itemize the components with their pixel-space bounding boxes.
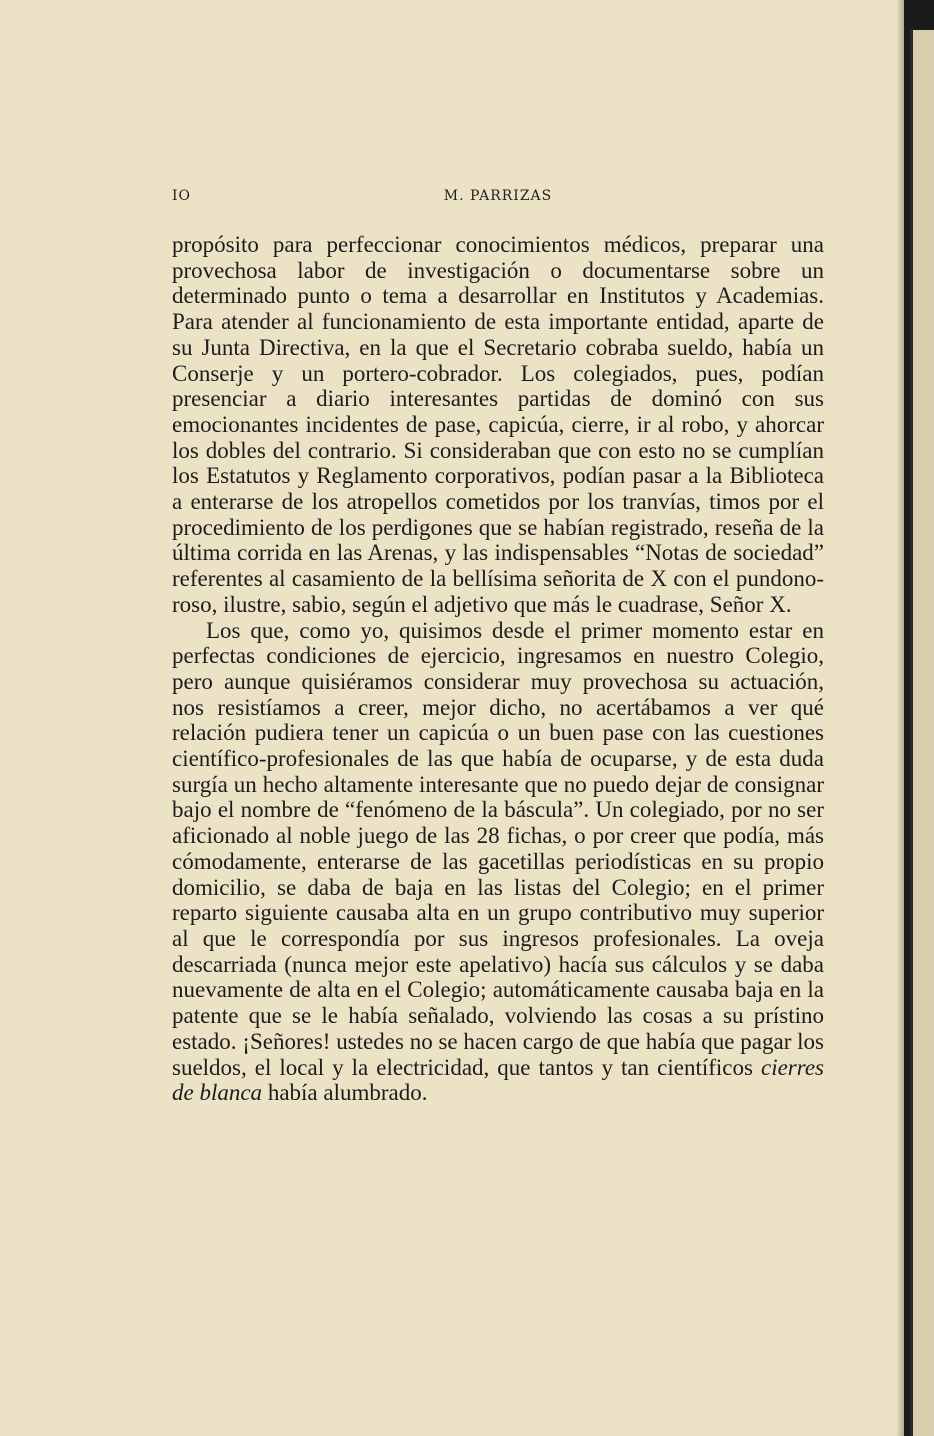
paragraph-2-main: Los que, como yo, quisimos desde el primer momento estar en perfectas condiciones de ejercicio, ingresamos en nuestro Colegio, pero aunque quisiéramos considerar muy provechosa su actuación, nos resistíamos a creer, mejor dicho, no acertábamos a ver qué relación pudiera tener un capicúa o un buen pase con las cuestiones científico-profesionales de las que había de ocuparse, y de esta duda surgía un hecho altamente interesante que no puedo dejar de consignar bajo el nombre de “fenómeno de la báscula”. Un colegiado, por no ser aficionado al noble juego de las 28 fichas, o por creer que podía, más cómodamente, enterarse de las gacetillas periodísticas en su propio domicilio, se daba de baja en las listas del Colegio; en el primer reparto siguiente causaba alta en un grupo contributivo muy superior al que le correspondía por sus ingresos profesionales. La oveja descarriada (nunca mejor este apelativo) hacía sus cálculos y se daba nuevamente de alta en el Colegio; automáticamente causaba baja en la patente que se le había señalado, volviendo las cosas a su prístino estado. ¡Señores! ustedes no se hacen cargo de que había que pagar los sueldos, el local y la electricidad, que tantos y tan científicos	[172, 617, 824, 1080]
page-gutter-shadow	[896, 0, 904, 1436]
paragraph-2-end: había alumbrado.	[262, 1080, 428, 1106]
page-header	[172, 188, 824, 210]
body-text	[172, 232, 824, 1106]
paragraph-2-italic-phrase: cierres de blanca	[172, 1054, 824, 1106]
adjacent-page-edge	[910, 30, 934, 1436]
page-number: IO	[172, 188, 192, 204]
paragraph-2	[172, 618, 824, 1106]
paragraph-1: propósito para perfeccionar conocimientos médicos, preparar una provechosa labor de investigación o documentarse sobre un determinado punto o tema a desarrollar en Institutos y Academias. Para atender al funcionamiento de esta importante entidad, aparte de su Junta Directiva, en la que el Secretario cobraba sueldo, había un Conserje y un portero-cobrador. Los colegiados, pues, podían presenciar a diario interesantes partidas de dominó con sus emocionantes incidentes de pase, capicúa, cierre, ir al robo, y ahorcar los dobles del contrario. Si consideraban que con esto no se cumplían los Estatutos y Reglamento corporativos, podían pasar a la Biblioteca a enterarse de los atropellos cometidos por los tranvías, timos por el procedimiento de los perdigones que se habían registrado, reseña de la última corrida en las Arenas, y las indispensables “Notas de sociedad” referentes al casamiento de la bellísima señorita de X con el pundonoroso, ilustre, sabio, según el adjetivo que más le cuadrase, Señor X.	[172, 232, 824, 617]
running-head: M. PARRIZAS	[443, 188, 553, 204]
